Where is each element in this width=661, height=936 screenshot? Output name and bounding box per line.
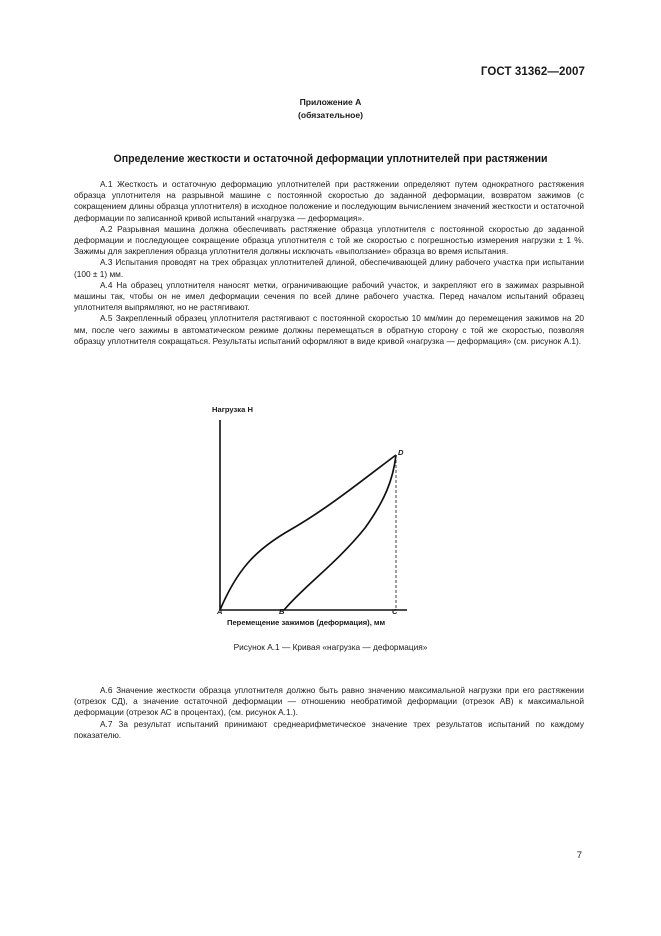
paragraph-a2: А.2 Разрывная машина должна обеспечивать растяжение образца уплотнителя с постоянной скоростью до заданной деформации и последующее сокращение образца уплотнителя с той же скоростью с погрешностью измерения нагрузки ± 1 %. Зажимы для закрепления образца уплотнителя должны исключать «выползание» образца во время испытания. xyxy=(74,223,584,257)
appendix-title: Приложение А xyxy=(299,97,362,107)
point-label-c: C xyxy=(392,607,398,616)
paragraph-a1: А.1 Жесткость и остаточную деформацию уплотнителей при растяжении определяют путем однократного растяжения образца уплотнителя на разрывной машине с постоянной скоростью до заданной деформации, возвратом зажимов (с сокращением длины образца уплотнителя) в исходное положение и последующим вычислением значений жесткости и остаточной деформации по записанной кривой испытаний «нагрузка — деформация». xyxy=(74,179,584,223)
load-deformation-diagram xyxy=(205,400,425,630)
figure-caption: Рисунок А.1 — Кривая «нагрузка — деформация» xyxy=(233,642,428,652)
document-code: ГОСТ 31362—2007 xyxy=(480,66,585,78)
point-label-d: D xyxy=(398,448,404,457)
point-label-a: A xyxy=(217,607,223,616)
figure-load-deformation xyxy=(205,400,425,630)
appendix-heading xyxy=(0,96,661,122)
paragraph-a4: А.4 На образец уплотнителя наносят метки, ограничивающие рабочий участок, и закрепляют его в зажимах разрывной машины так, чтобы он не имел деформации сечения по всей длине рабочего участка. Перед началом испытаний образец уплотнителя выпрямляют, но не растягивают. xyxy=(74,279,584,313)
body-text-top xyxy=(74,179,584,347)
x-axis-label: Перемещение зажимов (деформация), мм xyxy=(227,618,386,627)
paragraph-a5: А.5 Закрепленный образец уплотнителя растягивают с постоянной скоростью 10 мм/мин до перемещения зажимов на 20 мм, после чего зажимы в автоматическом режиме должны перемещаться в обратную сторону с той же скоростью, позволяя образцу уплотнителя сокращаться. Результаты испытаний оформляют в виде кривой «нагрузка — деформация» (см. рисунок А.1). xyxy=(74,313,584,346)
paragraph-a7: А.7 За результат испытаний принимают среднеарифметическое значение трех результатов испытаний по каждому показателю. xyxy=(74,718,584,740)
y-axis-label: Нагрузка H xyxy=(212,405,253,414)
appendix-subtitle: (обязательное) xyxy=(297,110,364,120)
unloading-curve xyxy=(284,455,396,610)
paragraph-a6: А.6 Значение жесткости образца уплотнителя должно быть равно значению максимальной нагрузки при его растяжении (отрезок СД), а значение остаточной деформации — отношению необратимой деформации (отрезок АВ) к максимальной деформации (отрезок АС в процентах), (см. рисунок А.1.). xyxy=(74,685,584,718)
paragraph-a3: А.3 Испытания проводят на трех образцах уплотнителей длиной, обеспечивающей длину рабочего участка при испытании (100 ± 1) мм. xyxy=(74,257,584,279)
point-label-b: B xyxy=(279,607,285,616)
page-number: 7 xyxy=(576,850,582,861)
body-text-bottom xyxy=(74,685,584,741)
section-title: Определение жесткости и остаточной деформации уплотнителей при растяжении xyxy=(113,153,548,165)
